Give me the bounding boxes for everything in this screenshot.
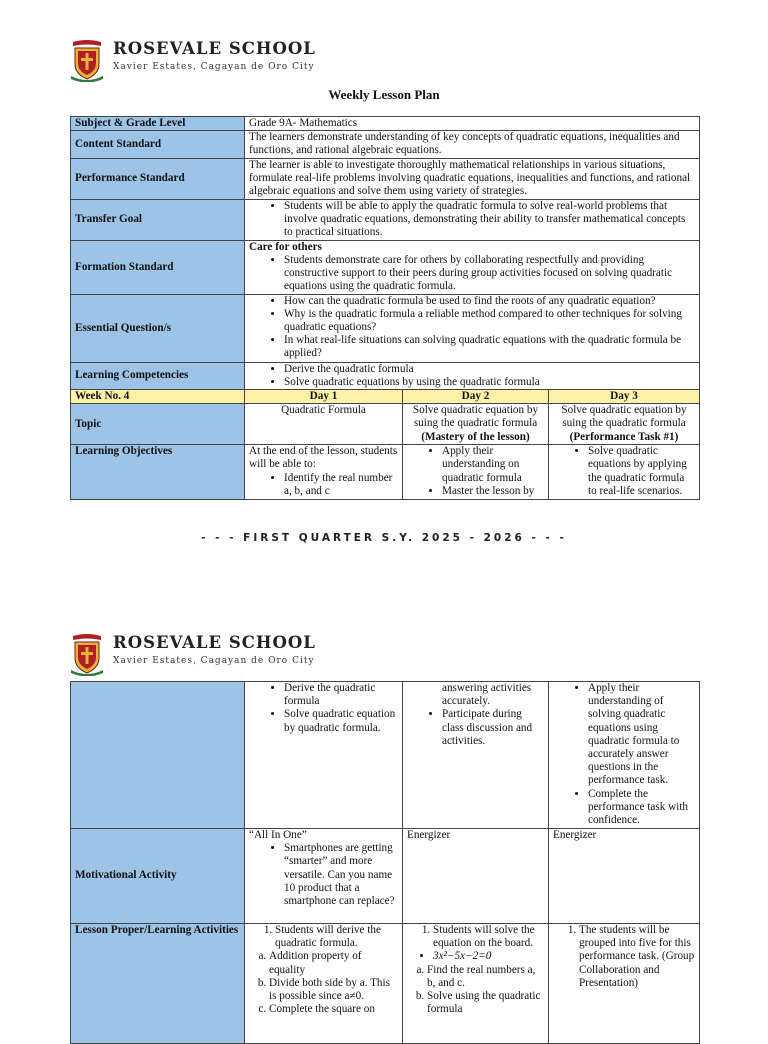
label-lesson-proper: Lesson Proper/Learning Activities bbox=[71, 924, 245, 1044]
school-name: ROSEVALE SCHOOL bbox=[113, 633, 316, 652]
header-day-2: Day 2 bbox=[403, 390, 549, 404]
topic-day-3: Solve quadratic equation by suing the quadratic formula bbox=[561, 404, 687, 430]
row-motivational-activity bbox=[71, 829, 700, 924]
row-learning-objectives-cont bbox=[71, 682, 700, 829]
row-topic bbox=[71, 404, 700, 445]
label-learning-competencies: Learning Competencies bbox=[71, 362, 245, 389]
list-item: • Solve quadratic equations by applying the quadratic formula to real-life scenarios. bbox=[588, 445, 695, 498]
motivation-day-1-list bbox=[249, 842, 398, 908]
list-item: 1. Students will solve the equation on the board. bbox=[433, 924, 544, 950]
topic-day-2: Solve quadratic equation by suing the quadratic formula bbox=[412, 404, 539, 430]
lesson-day-2-list bbox=[407, 924, 544, 950]
row-lesson-proper bbox=[71, 924, 700, 1044]
competencies-list bbox=[249, 363, 695, 389]
objectives-day-1-intro: At the end of the lesson, students will be able to: bbox=[249, 445, 398, 471]
list-item: • Derive the quadratic formula bbox=[284, 363, 695, 376]
lesson-day-2-equation-list bbox=[407, 950, 544, 963]
value-performance-standard: The learner is able to investigate thoroughly mathematical relationships in various situations, formulate real-life problems involving quadratic equations, inequalities and functions, and rational algebraic equations and solve them using variety of strategies. bbox=[245, 158, 700, 199]
school-address: Xavier Estates, Cagayan de Oro City bbox=[113, 656, 315, 666]
objectives-day-2-list bbox=[407, 708, 544, 748]
topic-day-3-note: (Performance Task #1) bbox=[569, 430, 679, 443]
list-item: • In what real-life situations can solving quadratic equations with the quadratic formula be applied? bbox=[284, 334, 695, 360]
list-item: 1. Students will derive the quadratic formula. bbox=[275, 924, 398, 950]
list-item: c. Complete the square on bbox=[269, 1003, 398, 1016]
equation: • 3x²−5x−2=0 bbox=[433, 950, 544, 963]
list-item: b. Solve using the quadratic formula bbox=[427, 990, 544, 1016]
topic-day-1: Quadratic Formula bbox=[245, 404, 403, 445]
list-item: 1. The students will be grouped into five for this performance task. (Group Collaboration and Presentation) bbox=[579, 924, 695, 990]
label-formation-standard: Formation Standard bbox=[71, 240, 245, 294]
objectives-day-2-list bbox=[407, 445, 544, 498]
objectives-day-1-list bbox=[249, 682, 398, 735]
objectives-day-3-list bbox=[553, 445, 695, 498]
row-learning-competencies bbox=[71, 362, 700, 389]
list-item: • Apply their understanding on quadratic formula bbox=[442, 445, 544, 485]
school-header bbox=[70, 38, 316, 82]
row-transfer-goal bbox=[71, 199, 700, 240]
list-item: • Identify the real number a, b, and c bbox=[284, 472, 398, 498]
formation-heading: Care for others bbox=[249, 240, 322, 253]
label-motivational-activity: Motivational Activity bbox=[71, 829, 245, 924]
list-item: a. Addition property of equality bbox=[269, 950, 398, 976]
school-header bbox=[70, 632, 316, 676]
objectives-day-1-list bbox=[249, 472, 398, 498]
list-item: • Smartphones are getting “smarter” and more versatile. Can you name 10 product that a smartphone can replace? bbox=[284, 842, 398, 908]
list-item: • How can the quadratic formula be used to find the roots of any quadratic equation? bbox=[284, 295, 695, 308]
transfer-goal-list bbox=[249, 200, 695, 240]
label-topic: Topic bbox=[71, 404, 245, 445]
row-content-standard bbox=[71, 131, 700, 158]
value-subject: Grade 9A- Mathematics bbox=[245, 117, 700, 131]
row-learning-objectives bbox=[71, 445, 700, 500]
label-learning-objectives: Learning Objectives bbox=[71, 445, 245, 500]
quarter-footer: - - - FIRST QUARTER S.Y. 2025 - 2026 - - - bbox=[201, 532, 567, 544]
value-content-standard: The learners demonstrate understanding of key concepts of quadratic equations, inequalities and functions, and rational algebraic equations. bbox=[245, 131, 700, 158]
list-item: • Complete the performance task with confidence. bbox=[588, 788, 695, 828]
motivation-day-1-title: “All In One” bbox=[249, 829, 307, 841]
motivation-day-3: Energizer bbox=[549, 829, 700, 924]
list-item: • Participate during class discussion and activities. bbox=[442, 708, 544, 748]
list-item: • Students will be able to apply the quadratic formula to solve real-world problems that involve quadratic equations, demonstrating their ability to transfer mathematical concepts to practical situations. bbox=[284, 200, 695, 240]
row-essential-questions bbox=[71, 294, 700, 362]
label-week: Week No. 4 bbox=[71, 390, 245, 404]
row-formation-standard bbox=[71, 240, 700, 294]
list-item: • Master the lesson by bbox=[442, 485, 544, 498]
motivation-day-2: Energizer bbox=[403, 829, 549, 924]
list-item: • Apply their understanding of solving quadratic equations using quadratic formula to accurately answer questions in the performance task. bbox=[588, 682, 695, 788]
lesson-day-1-list bbox=[249, 924, 398, 950]
list-item: • Solve quadratic equations by using the quadratic formula bbox=[284, 376, 695, 389]
document-title: Weekly Lesson Plan bbox=[328, 87, 440, 102]
label-content-standard: Content Standard bbox=[71, 131, 245, 158]
lesson-day-1-steps bbox=[249, 950, 398, 1016]
header-day-1: Day 1 bbox=[245, 390, 403, 404]
list-item: a. Find the real numbers a, b, and c. bbox=[427, 964, 544, 990]
essential-questions-list bbox=[249, 295, 695, 361]
list-item: • Students demonstrate care for others by collaborating respectfully and providing constructive support to their peers during group activities focused on solving quadratic equations using the quadratic formula. bbox=[284, 254, 695, 294]
label-performance-standard: Performance Standard bbox=[71, 158, 245, 199]
list-item: • Solve quadratic equation by quadratic formula. bbox=[284, 708, 398, 734]
lesson-plan-table bbox=[70, 116, 700, 500]
header-day-3: Day 3 bbox=[549, 390, 700, 404]
lesson-day-2-steps bbox=[407, 964, 544, 1017]
school-name: ROSEVALE SCHOOL bbox=[113, 39, 316, 58]
objectives-day-2-continued: answering activities accurately. bbox=[442, 682, 532, 708]
label-transfer-goal: Transfer Goal bbox=[71, 199, 245, 240]
row-week bbox=[71, 390, 700, 404]
row-subject bbox=[71, 117, 700, 131]
label-subject: Subject & Grade Level bbox=[71, 117, 245, 131]
school-crest-icon bbox=[70, 632, 104, 676]
topic-day-2-note: (Mastery of the lesson) bbox=[421, 430, 530, 443]
list-item: b. Divide both side by a. This is possible since a≠0. bbox=[269, 977, 398, 1003]
school-address: Xavier Estates, Cagayan de Oro City bbox=[113, 62, 315, 72]
list-item: • Derive the quadratic formula bbox=[284, 682, 398, 708]
formation-list bbox=[249, 254, 695, 294]
lesson-day-3-list bbox=[553, 924, 695, 990]
objectives-day-3-list bbox=[553, 682, 695, 827]
row-performance-standard bbox=[71, 158, 700, 199]
label-essential-questions: Essential Question/s bbox=[71, 294, 245, 362]
school-crest-icon bbox=[70, 38, 104, 82]
lesson-plan-table-continued bbox=[70, 681, 700, 1044]
list-item: • Why is the quadratic formula a reliable method compared to other techniques for solving quadratic equations? bbox=[284, 308, 695, 334]
